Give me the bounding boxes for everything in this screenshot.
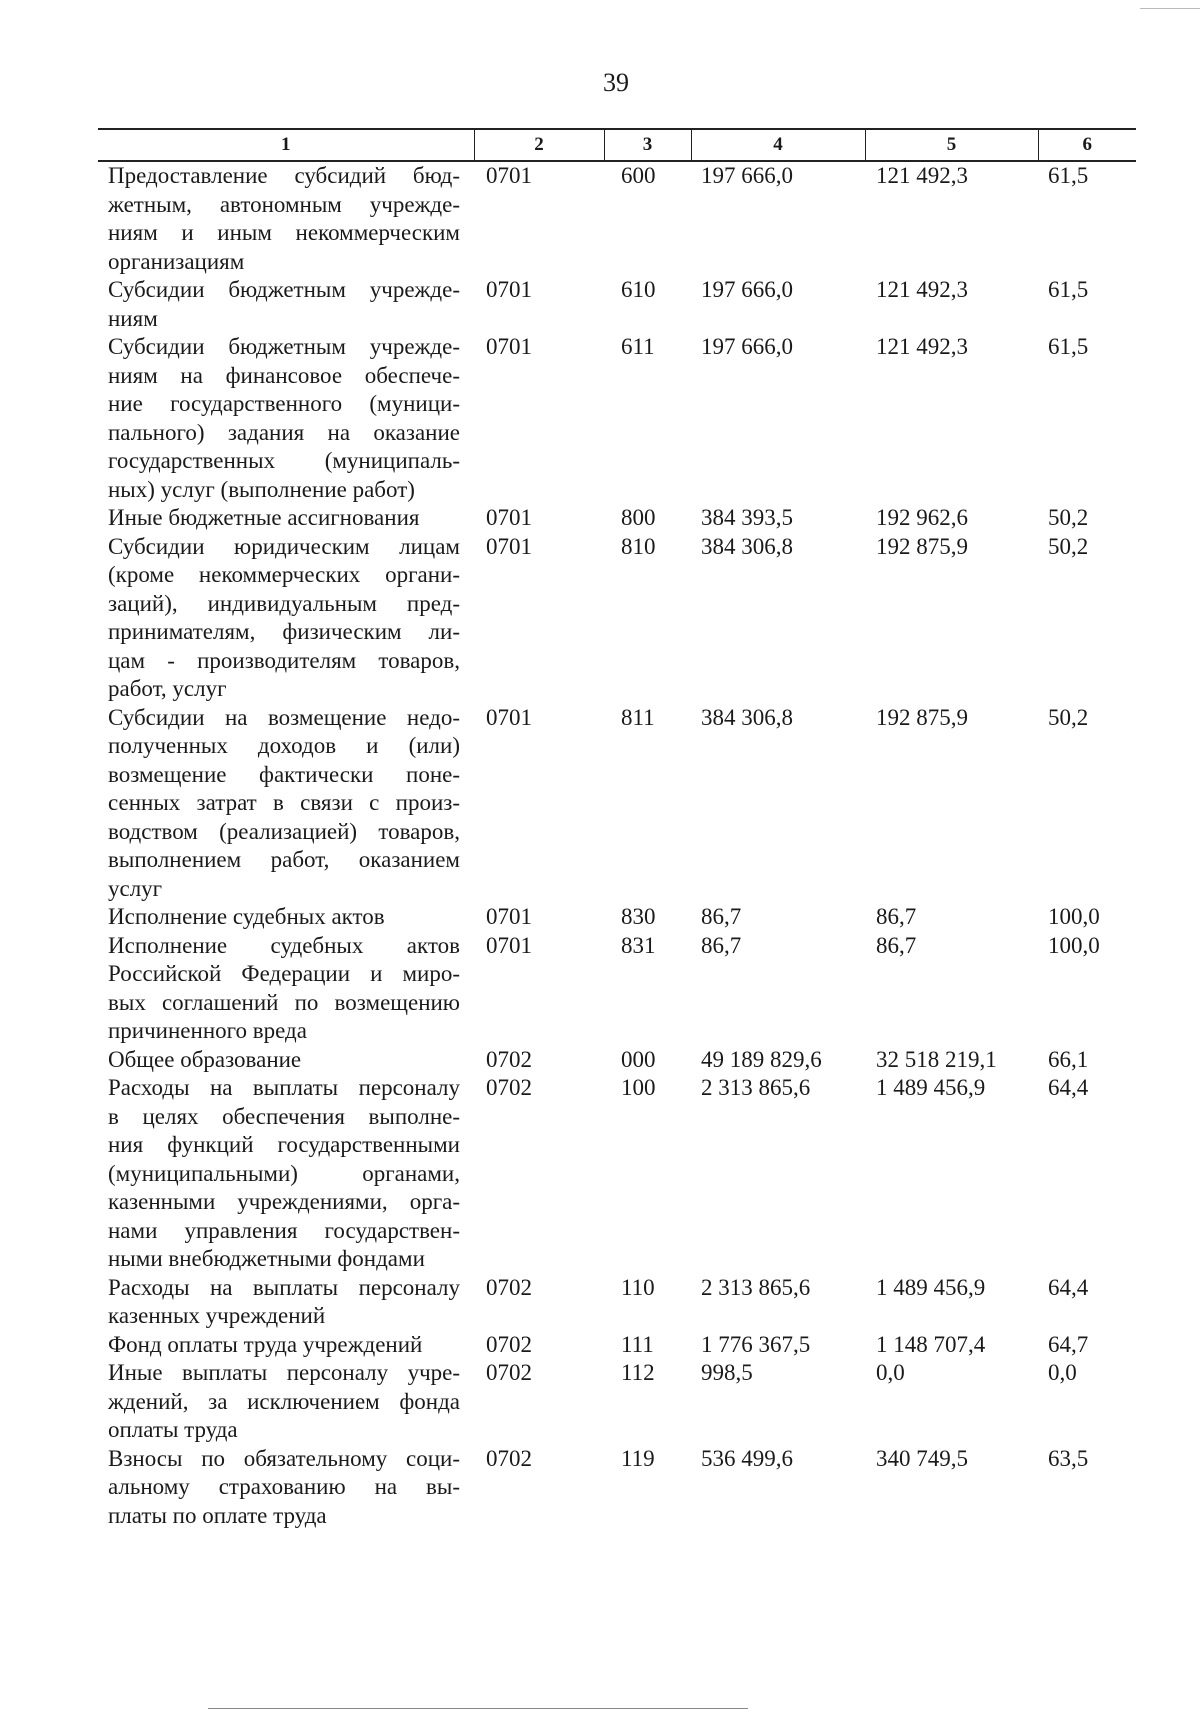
expense-type-code: 112 [621, 1360, 655, 1385]
executed-amount: 192 875,9 [876, 533, 968, 559]
row-description [98, 1274, 474, 1331]
table-row [98, 276, 1136, 333]
executed-amount: 1 489 456,9 [876, 1274, 986, 1300]
description-line: принимателям, физическим ли- [108, 619, 460, 644]
table-row [98, 932, 1136, 1046]
section-code: 0702 [486, 1445, 532, 1471]
executed-amount: 340 749,5 [876, 1445, 968, 1471]
section-code: 0702 [486, 1046, 532, 1072]
execution-percent: 63,5 [1048, 1445, 1089, 1471]
row-description [98, 533, 474, 704]
executed-amount: 192 875,9 [876, 704, 968, 730]
expense-type-code: 100 [621, 1075, 656, 1100]
description-line: альному страхованию на вы- [108, 1474, 460, 1499]
row-description [98, 903, 474, 932]
execution-percent: 0,0 [1048, 1360, 1077, 1385]
expense-type-code: 830 [621, 904, 656, 929]
description-line: Субсидии бюджетным учрежде- [108, 334, 460, 359]
description-line: жетным, автономным учрежде- [108, 191, 460, 217]
header-col-5: 5 [865, 129, 1038, 161]
expense-type-code: 600 [621, 163, 656, 188]
table-row [98, 504, 1136, 533]
expense-type-code: 119 [621, 1445, 655, 1471]
section-code: 0702 [486, 1331, 532, 1357]
expense-type-code: 810 [621, 533, 656, 559]
description-line: заций), индивидуальным пред- [108, 590, 460, 616]
row-description [98, 161, 474, 276]
table-row [98, 333, 1136, 504]
description-line: (муниципальными) органами, [108, 1160, 460, 1186]
description-line: Взносы по обязательному соци- [108, 1445, 460, 1471]
table-row [98, 161, 1136, 276]
row-description [98, 1046, 474, 1075]
execution-percent: 61,5 [1048, 163, 1089, 188]
section-code: 0702 [486, 1360, 532, 1385]
header-col-4: 4 [691, 129, 865, 161]
description-line: платы по оплате труда [108, 1502, 327, 1528]
planned-amount: 49 189 829,6 [701, 1046, 822, 1072]
expense-type-code: 110 [621, 1274, 655, 1300]
executed-amount: 121 492,3 [876, 334, 968, 359]
description-line: нами управления государствен- [108, 1217, 460, 1243]
description-line: причиненного вреда [108, 1018, 307, 1043]
section-code: 0702 [486, 1075, 532, 1100]
description-line: Расходы на выплаты персоналу [108, 1274, 460, 1300]
executed-amount: 86,7 [876, 904, 917, 929]
table-row [98, 903, 1136, 932]
description-line: организациям [108, 248, 245, 274]
execution-percent: 50,2 [1048, 505, 1089, 530]
description-line: Фонд оплаты труда учреждений [108, 1331, 423, 1357]
executed-amount: 0,0 [876, 1360, 905, 1385]
page-number: 39 [603, 68, 629, 97]
expense-type-code: 611 [621, 334, 655, 359]
table-row [98, 704, 1136, 904]
description-line: выполнением работ, оказанием [108, 847, 460, 872]
expense-type-code: 831 [621, 932, 656, 958]
execution-percent: 50,2 [1048, 533, 1089, 559]
section-code: 0701 [486, 163, 532, 188]
description-line: оплаты труда [108, 1417, 238, 1442]
execution-percent: 64,4 [1048, 1274, 1089, 1300]
planned-amount: 384 306,8 [701, 533, 793, 559]
section-code: 0701 [486, 505, 532, 530]
header-col-3: 3 [604, 129, 691, 161]
description-line: Исполнение судебных актов [108, 904, 385, 929]
description-line: (кроме некоммерческих органи- [108, 562, 460, 587]
planned-amount: 384 393,5 [701, 505, 793, 530]
expense-type-code: 000 [621, 1046, 656, 1072]
description-line: ными внебюджетными фондами [108, 1246, 425, 1271]
description-line: ния функций государственными [108, 1132, 460, 1157]
table-row [98, 1046, 1136, 1075]
description-line: Российской Федерации и миро- [108, 961, 460, 986]
planned-amount: 197 666,0 [701, 163, 793, 188]
execution-percent: 64,7 [1048, 1331, 1089, 1357]
row-description [98, 1074, 474, 1274]
execution-percent: 50,2 [1048, 704, 1089, 730]
table-row [98, 533, 1136, 704]
description-line: казенных учреждений [108, 1303, 326, 1328]
description-line: Иные бюджетные ассигнования [108, 505, 420, 530]
description-line: ниям [108, 305, 158, 331]
header-col-6: 6 [1038, 129, 1136, 161]
description-line: возмещение фактически поне- [108, 761, 460, 787]
description-line: сенных затрат в связи с произ- [108, 790, 460, 815]
planned-amount: 2 313 865,6 [701, 1075, 811, 1100]
planned-amount: 2 313 865,6 [701, 1274, 811, 1300]
execution-percent: 61,5 [1048, 334, 1089, 359]
section-code: 0701 [486, 277, 532, 302]
planned-amount: 86,7 [701, 904, 742, 929]
table-body [98, 161, 1136, 1530]
description-line: ниям и иным некоммерческим [108, 220, 460, 245]
execution-percent: 66,1 [1048, 1046, 1089, 1072]
row-description [98, 932, 474, 1046]
page-corner-mark [1140, 0, 1200, 9]
executed-amount: 121 492,3 [876, 163, 968, 188]
planned-amount: 384 306,8 [701, 704, 793, 730]
description-line: казенными учреждениями, орга- [108, 1189, 460, 1214]
description-line: работ, услуг [108, 676, 227, 701]
table-row [98, 1331, 1136, 1360]
description-line: Предоставление субсидий бюд- [108, 163, 460, 188]
executed-amount: 1 489 456,9 [876, 1075, 986, 1100]
description-line: ных) услуг (выполнение работ) [108, 476, 415, 502]
planned-amount: 536 499,6 [701, 1445, 793, 1471]
description-line: ниям на финансовое обеспече- [108, 362, 460, 388]
row-description [98, 333, 474, 504]
section-code: 0702 [486, 1274, 532, 1300]
expense-type-code: 811 [621, 704, 655, 730]
planned-amount: 197 666,0 [701, 277, 793, 302]
planned-amount: 998,5 [701, 1360, 753, 1385]
expense-type-code: 610 [621, 277, 656, 302]
section-code: 0701 [486, 334, 532, 359]
description-line: услуг [108, 875, 163, 901]
description-line: Общее образование [108, 1046, 302, 1072]
planned-amount: 1 776 367,5 [701, 1331, 811, 1357]
description-line: вых соглашений по возмещению [108, 989, 460, 1015]
description-line: государственных (муниципаль- [108, 448, 460, 473]
row-description [98, 1331, 474, 1360]
expense-type-code: 111 [621, 1331, 654, 1357]
description-line: Субсидии бюджетным учрежде- [108, 277, 460, 302]
description-line: Расходы на выплаты персоналу [108, 1075, 460, 1100]
section-code: 0701 [486, 904, 532, 929]
page-bottom-rule [208, 1708, 748, 1709]
budget-table [98, 128, 1136, 1530]
executed-amount: 121 492,3 [876, 277, 968, 302]
executed-amount: 1 148 707,4 [876, 1331, 986, 1357]
executed-amount: 192 962,6 [876, 505, 968, 530]
planned-amount: 197 666,0 [701, 334, 793, 359]
row-description [98, 276, 474, 333]
description-line: Исполнение судебных актов [108, 932, 460, 958]
executed-amount: 86,7 [876, 932, 917, 958]
planned-amount: 86,7 [701, 932, 742, 958]
execution-percent: 61,5 [1048, 277, 1089, 302]
description-line: полученных доходов и (или) [108, 733, 460, 758]
row-description [98, 704, 474, 904]
table-row [98, 1274, 1136, 1331]
row-description [98, 1359, 474, 1445]
execution-percent: 100,0 [1048, 932, 1100, 958]
section-code: 0701 [486, 704, 532, 730]
description-line: цам - производителям товаров, [108, 647, 460, 673]
description-line: водством (реализацией) товаров, [108, 818, 460, 844]
budget-table-container [98, 128, 1136, 1530]
header-col-2: 2 [474, 129, 604, 161]
description-line: в целях обеспечения выполне- [108, 1103, 460, 1129]
header-col-1: 1 [98, 129, 474, 161]
table-row [98, 1445, 1136, 1531]
description-line: Субсидии на возмещение недо- [108, 704, 460, 730]
description-line: пального) задания на оказание [108, 419, 460, 445]
section-code: 0701 [486, 932, 532, 958]
header-row [98, 129, 1136, 161]
row-description [98, 1445, 474, 1531]
executed-amount: 32 518 219,1 [876, 1046, 997, 1072]
expense-type-code: 800 [621, 505, 656, 530]
table-header [98, 129, 1136, 161]
description-line: ждений, за исключением фонда [108, 1388, 460, 1414]
execution-percent: 100,0 [1048, 904, 1100, 929]
description-line: Субсидии юридическим лицам [108, 533, 460, 559]
description-line: ние государственного (муници- [108, 391, 460, 416]
description-line: Иные выплаты персоналу учре- [108, 1360, 460, 1385]
section-code: 0701 [486, 533, 532, 559]
table-row [98, 1074, 1136, 1274]
row-description [98, 504, 474, 533]
execution-percent: 64,4 [1048, 1075, 1089, 1100]
table-row [98, 1359, 1136, 1445]
